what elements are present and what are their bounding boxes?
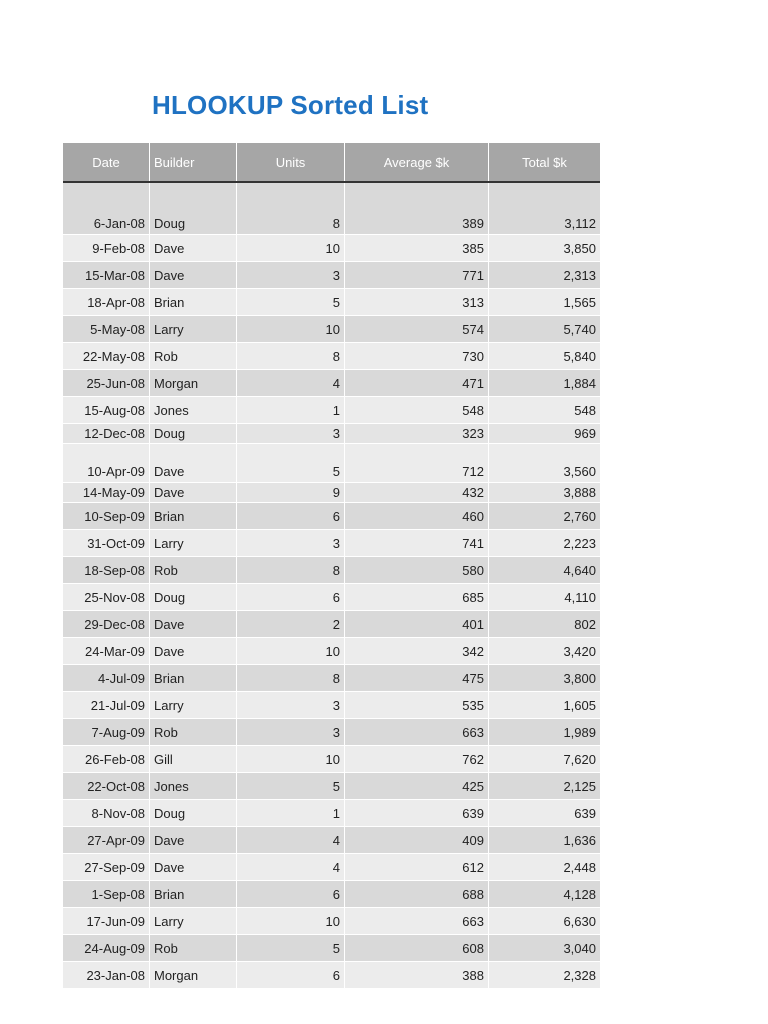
cell-average[interactable]: 639 xyxy=(345,800,489,826)
cell-units[interactable]: 6 xyxy=(237,962,345,988)
cell-total[interactable]: 1,565 xyxy=(489,289,600,315)
cell-average[interactable]: 460 xyxy=(345,503,489,529)
table-row xyxy=(63,370,600,397)
table-header-row xyxy=(63,143,600,183)
cell-date[interactable]: 18-Sep-08 xyxy=(63,557,150,583)
cell-units[interactable]: 5 xyxy=(237,444,345,482)
cell-total[interactable]: 3,560 xyxy=(489,444,600,482)
cell-date[interactable]: 10-Sep-09 xyxy=(63,503,150,529)
cell-date[interactable]: 27-Apr-09 xyxy=(63,827,150,853)
cell-date[interactable]: 22-May-08 xyxy=(63,343,150,369)
cell-date[interactable]: 29-Dec-08 xyxy=(63,611,150,637)
cell-average[interactable]: 385 xyxy=(345,235,489,261)
cell-builder[interactable]: Rob xyxy=(150,935,237,961)
cell-units[interactable]: 3 xyxy=(237,692,345,718)
cell-units[interactable]: 3 xyxy=(237,424,345,443)
column-header-units: Units xyxy=(237,143,345,181)
cell-average[interactable]: 313 xyxy=(345,289,489,315)
cell-date[interactable]: 1-Sep-08 xyxy=(63,881,150,907)
cell-date[interactable]: 23-Jan-08 xyxy=(63,962,150,988)
cell-builder[interactable]: Morgan xyxy=(150,370,237,396)
table-row xyxy=(63,746,600,773)
cell-date[interactable]: 10-Apr-09 xyxy=(63,444,150,482)
cell-builder[interactable]: Brian xyxy=(150,665,237,691)
cell-total[interactable]: 1,605 xyxy=(489,692,600,718)
cell-builder[interactable]: Dave xyxy=(150,444,237,482)
cell-builder[interactable]: Dave xyxy=(150,611,237,637)
cell-average[interactable]: 762 xyxy=(345,746,489,772)
data-table xyxy=(63,143,600,989)
cell-units[interactable]: 2 xyxy=(237,611,345,637)
cell-units[interactable]: 8 xyxy=(237,557,345,583)
cell-date[interactable]: 25-Jun-08 xyxy=(63,370,150,396)
cell-units[interactable]: 6 xyxy=(237,584,345,610)
cell-total[interactable]: 7,620 xyxy=(489,746,600,772)
cell-builder[interactable]: Larry xyxy=(150,316,237,342)
cell-units[interactable]: 10 xyxy=(237,316,345,342)
cell-date[interactable]: 24-Mar-09 xyxy=(63,638,150,664)
cell-builder[interactable]: Dave xyxy=(150,638,237,664)
table-row xyxy=(63,692,600,719)
cell-units[interactable]: 4 xyxy=(237,827,345,853)
cell-average[interactable]: 612 xyxy=(345,854,489,880)
cell-units[interactable]: 10 xyxy=(237,638,345,664)
cell-builder[interactable]: Doug xyxy=(150,424,237,443)
cell-date[interactable]: 8-Nov-08 xyxy=(63,800,150,826)
cell-date[interactable]: 31-Oct-09 xyxy=(63,530,150,556)
cell-units[interactable]: 10 xyxy=(237,235,345,261)
cell-total[interactable]: 4,640 xyxy=(489,557,600,583)
cell-total[interactable]: 6,630 xyxy=(489,908,600,934)
cell-builder[interactable]: Morgan xyxy=(150,962,237,988)
table-row xyxy=(63,800,600,827)
table-row xyxy=(63,665,600,692)
cell-total[interactable]: 2,223 xyxy=(489,530,600,556)
cell-builder[interactable]: Brian xyxy=(150,289,237,315)
table-row xyxy=(63,719,600,746)
cell-average[interactable]: 471 xyxy=(345,370,489,396)
cell-builder[interactable]: Rob xyxy=(150,343,237,369)
cell-average[interactable]: 580 xyxy=(345,557,489,583)
cell-date[interactable]: 25-Nov-08 xyxy=(63,584,150,610)
cell-builder[interactable]: Doug xyxy=(150,800,237,826)
table-row xyxy=(63,235,600,262)
cell-average[interactable]: 730 xyxy=(345,343,489,369)
cell-total[interactable]: 1,636 xyxy=(489,827,600,853)
table-row xyxy=(63,638,600,665)
cell-date[interactable]: 15-Aug-08 xyxy=(63,397,150,423)
table-row xyxy=(63,827,600,854)
cell-units[interactable]: 3 xyxy=(237,530,345,556)
table-row xyxy=(63,444,600,483)
cell-units[interactable]: 3 xyxy=(237,719,345,745)
cell-total[interactable]: 3,888 xyxy=(489,483,600,502)
cell-average[interactable]: 741 xyxy=(345,530,489,556)
cell-date[interactable]: 7-Aug-09 xyxy=(63,719,150,745)
cell-total[interactable]: 2,125 xyxy=(489,773,600,799)
cell-average[interactable]: 685 xyxy=(345,584,489,610)
cell-builder[interactable]: Rob xyxy=(150,557,237,583)
cell-total[interactable]: 2,760 xyxy=(489,503,600,529)
table-row xyxy=(63,854,600,881)
cell-average[interactable]: 608 xyxy=(345,935,489,961)
table-row xyxy=(63,289,600,316)
cell-average[interactable]: 342 xyxy=(345,638,489,664)
page-title: HLOOKUP Sorted List xyxy=(152,90,429,120)
table-row xyxy=(63,503,600,530)
cell-units[interactable]: 3 xyxy=(237,262,345,288)
cell-average[interactable]: 425 xyxy=(345,773,489,799)
cell-units[interactable]: 8 xyxy=(237,343,345,369)
cell-average[interactable]: 548 xyxy=(345,397,489,423)
cell-builder[interactable]: Dave xyxy=(150,483,237,502)
cell-units[interactable]: 6 xyxy=(237,881,345,907)
cell-total[interactable]: 3,850 xyxy=(489,235,600,261)
cell-date[interactable]: 9-Feb-08 xyxy=(63,235,150,261)
cell-total[interactable]: 2,448 xyxy=(489,854,600,880)
cell-units[interactable]: 9 xyxy=(237,483,345,502)
cell-average[interactable]: 409 xyxy=(345,827,489,853)
table-row xyxy=(63,611,600,638)
cell-average[interactable]: 475 xyxy=(345,665,489,691)
cell-units[interactable]: 5 xyxy=(237,935,345,961)
cell-units[interactable]: 8 xyxy=(237,183,345,234)
column-header-average: Average $k xyxy=(345,143,489,181)
table-row xyxy=(63,908,600,935)
cell-date[interactable]: 5-May-08 xyxy=(63,316,150,342)
cell-units[interactable]: 5 xyxy=(237,773,345,799)
table-row xyxy=(63,881,600,908)
cell-builder[interactable]: Brian xyxy=(150,881,237,907)
cell-date[interactable]: 27-Sep-09 xyxy=(63,854,150,880)
cell-total[interactable]: 639 xyxy=(489,800,600,826)
cell-builder[interactable]: Doug xyxy=(150,584,237,610)
table-row xyxy=(63,584,600,611)
cell-average[interactable]: 432 xyxy=(345,483,489,502)
cell-total[interactable]: 3,800 xyxy=(489,665,600,691)
cell-date[interactable]: 21-Jul-09 xyxy=(63,692,150,718)
table-row xyxy=(63,262,600,289)
cell-units[interactable]: 8 xyxy=(237,665,345,691)
cell-average[interactable]: 389 xyxy=(345,183,489,234)
cell-units[interactable]: 1 xyxy=(237,800,345,826)
cell-builder[interactable]: Rob xyxy=(150,719,237,745)
cell-builder[interactable]: Gill xyxy=(150,746,237,772)
cell-total[interactable]: 4,110 xyxy=(489,584,600,610)
cell-average[interactable]: 771 xyxy=(345,262,489,288)
cell-total[interactable]: 802 xyxy=(489,611,600,637)
column-header-total: Total $k xyxy=(522,154,567,170)
table-row xyxy=(63,530,600,557)
table-row xyxy=(63,316,600,343)
cell-average[interactable]: 323 xyxy=(345,424,489,443)
cell-date[interactable]: 24-Aug-09 xyxy=(63,935,150,961)
cell-date[interactable]: 12-Dec-08 xyxy=(63,424,150,443)
cell-units[interactable]: 4 xyxy=(237,854,345,880)
cell-builder[interactable]: Doug xyxy=(150,183,237,234)
cell-date[interactable]: 4-Jul-09 xyxy=(63,665,150,691)
cell-date[interactable]: 22-Oct-08 xyxy=(63,773,150,799)
cell-total[interactable]: 1,989 xyxy=(489,719,600,745)
cell-average[interactable]: 712 xyxy=(345,444,489,482)
table-body xyxy=(63,183,600,989)
cell-total[interactable]: 3,112 xyxy=(489,183,600,234)
cell-average[interactable]: 535 xyxy=(345,692,489,718)
cell-builder[interactable]: Larry xyxy=(150,530,237,556)
cell-total[interactable]: 548 xyxy=(489,397,600,423)
table-row xyxy=(63,962,600,989)
cell-builder[interactable]: Larry xyxy=(150,908,237,934)
cell-date[interactable]: 18-Apr-08 xyxy=(63,289,150,315)
cell-builder[interactable]: Brian xyxy=(150,503,237,529)
table-row xyxy=(63,557,600,584)
cell-builder[interactable]: Dave xyxy=(150,235,237,261)
cell-average[interactable]: 663 xyxy=(345,908,489,934)
table-row xyxy=(63,343,600,370)
cell-average[interactable]: 663 xyxy=(345,719,489,745)
cell-total[interactable]: 1,884 xyxy=(489,370,600,396)
cell-units[interactable]: 10 xyxy=(237,908,345,934)
cell-builder[interactable]: Jones xyxy=(150,397,237,423)
cell-units[interactable]: 1 xyxy=(237,397,345,423)
column-header-date: Date xyxy=(63,143,150,181)
cell-average[interactable]: 688 xyxy=(345,881,489,907)
cell-units[interactable]: 6 xyxy=(237,503,345,529)
cell-average[interactable]: 574 xyxy=(345,316,489,342)
cell-total[interactable]: 969 xyxy=(489,424,600,443)
cell-average[interactable]: 388 xyxy=(345,962,489,988)
cell-date[interactable]: 15-Mar-08 xyxy=(63,262,150,288)
cell-average[interactable]: 401 xyxy=(345,611,489,637)
cell-builder[interactable]: Dave xyxy=(150,262,237,288)
cell-date[interactable]: 14-May-09 xyxy=(63,483,150,502)
cell-total[interactable]: 2,313 xyxy=(489,262,600,288)
cell-date[interactable]: 17-Jun-09 xyxy=(63,908,150,934)
cell-builder[interactable]: Jones xyxy=(150,773,237,799)
cell-builder[interactable]: Dave xyxy=(150,827,237,853)
cell-builder[interactable]: Larry xyxy=(150,692,237,718)
cell-units[interactable]: 4 xyxy=(237,370,345,396)
cell-builder[interactable]: Dave xyxy=(150,854,237,880)
cell-units[interactable]: 5 xyxy=(237,289,345,315)
cell-total[interactable]: 3,420 xyxy=(489,638,600,664)
table-row xyxy=(63,424,600,444)
column-header-builder: Builder xyxy=(150,143,237,181)
table-row xyxy=(63,183,600,235)
cell-total[interactable]: 5,740 xyxy=(489,316,600,342)
cell-units[interactable]: 10 xyxy=(237,746,345,772)
cell-total[interactable]: 3,040 xyxy=(489,935,600,961)
cell-total[interactable]: 4,128 xyxy=(489,881,600,907)
table-row xyxy=(63,935,600,962)
table-row xyxy=(63,773,600,800)
table-row xyxy=(63,483,600,503)
cell-total[interactable]: 5,840 xyxy=(489,343,600,369)
cell-total[interactable]: 2,328 xyxy=(489,962,600,988)
table-row xyxy=(63,397,600,424)
cell-date[interactable]: 26-Feb-08 xyxy=(63,746,150,772)
cell-date[interactable]: 6-Jan-08 xyxy=(63,183,150,234)
